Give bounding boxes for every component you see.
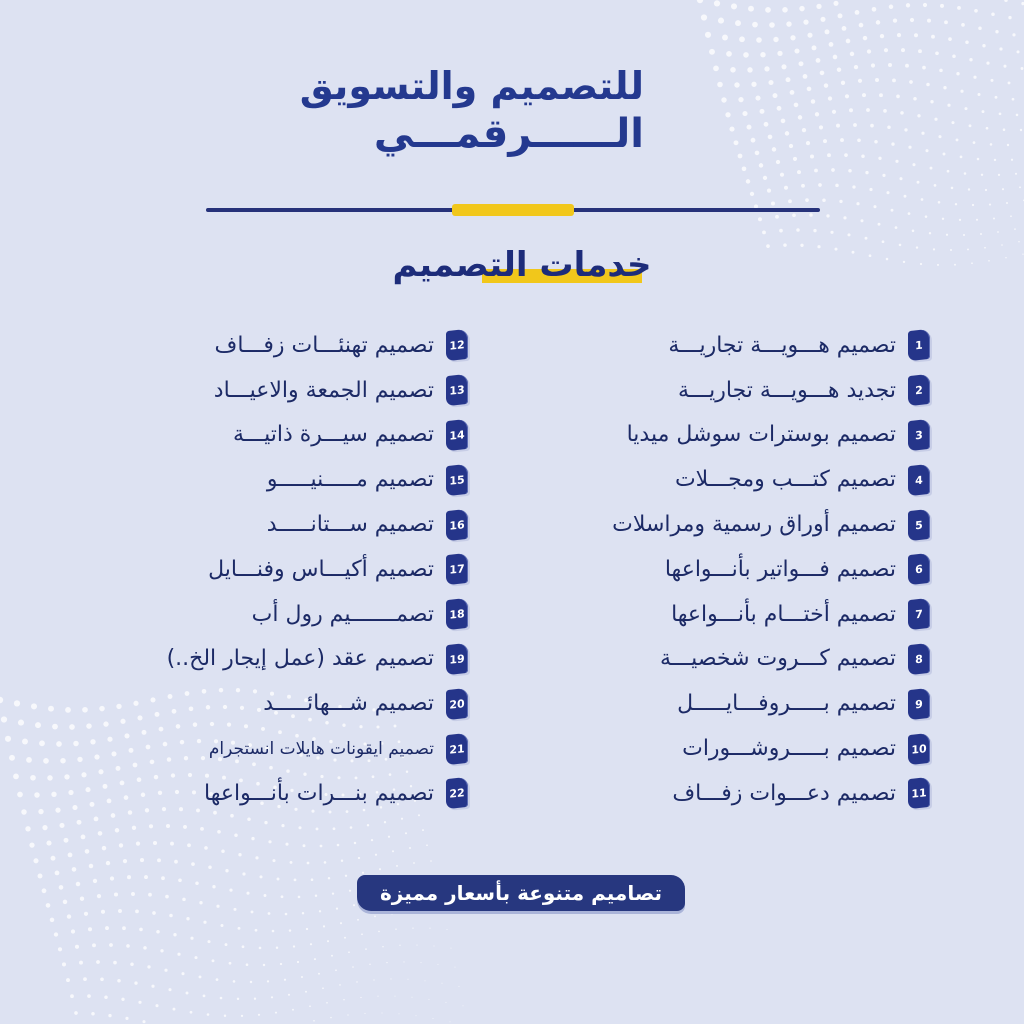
number-badge: 1: [908, 329, 930, 361]
divider-accent: [452, 204, 574, 216]
service-label: تصميم بـــــروفـــايـــــل: [677, 691, 896, 717]
service-label: تصميم أوراق رسمية ومراسلات: [612, 512, 896, 538]
number-badge: 13: [446, 374, 468, 406]
list-item: [590, 592, 930, 637]
service-label: تصميم بـــــروشـــورات: [682, 736, 896, 762]
service-label: تصميم ايقونات هايلات انستجرام: [208, 738, 434, 759]
list-item: [108, 368, 468, 413]
list-item: [590, 681, 930, 726]
title-line-2: الــــــرقمـــي: [373, 111, 644, 157]
services-list-right: [590, 323, 930, 816]
service-label: تصميم كتـــب ومجـــلات: [674, 467, 896, 493]
list-item: [108, 323, 468, 368]
title-divider: [206, 204, 820, 216]
number-badge: 19: [446, 643, 468, 675]
service-label: تصميم أكيـــاس وفنـــايل: [208, 556, 434, 582]
number-badge: 17: [446, 553, 468, 585]
number-badge: 9: [908, 688, 930, 720]
list-item: [590, 323, 930, 368]
list-item: [108, 547, 468, 592]
list-item: [590, 457, 930, 502]
list-item: [108, 681, 468, 726]
list-item: [108, 637, 468, 682]
service-label: تصميم فـــواتير بأنـــواعها: [664, 556, 896, 582]
service-label: تصميم شـــهائـــــد: [263, 691, 434, 717]
number-badge: 14: [446, 419, 468, 451]
list-item: [590, 368, 930, 413]
list-item: [108, 771, 468, 816]
service-label: تصميم مـــــنيـــــو: [266, 467, 434, 493]
list-item: [108, 413, 468, 458]
service-label: تصميم ســـتانـــــد: [266, 512, 434, 538]
number-badge: 2: [908, 374, 930, 406]
service-label: تصميم أختـــام بأنـــواعها: [671, 601, 896, 627]
number-badge: 4: [908, 464, 930, 496]
number-badge: 18: [446, 598, 468, 630]
list-item: [590, 726, 930, 771]
section-title: خدمات التصميم: [392, 245, 652, 285]
footer-tagline-badge: [357, 875, 685, 911]
service-label: تصميم سيـــرة ذاتيـــة: [232, 422, 434, 448]
number-badge: 7: [908, 598, 930, 630]
services-list-left: [108, 323, 468, 816]
section-heading: [362, 245, 682, 293]
list-item: [590, 547, 930, 592]
list-item: [108, 457, 468, 502]
service-label: تصميم هـــويـــة تجاريـــة: [668, 332, 896, 358]
page-title: [244, 62, 644, 158]
number-badge: 20: [446, 688, 468, 720]
number-badge: 12: [446, 329, 468, 361]
number-badge: 10: [908, 732, 930, 764]
service-label: تصميم بوسترات سوشل ميديا: [626, 422, 896, 448]
number-badge: 6: [908, 553, 930, 585]
list-item: [108, 502, 468, 547]
list-item: [590, 771, 930, 816]
list-item: [590, 413, 930, 458]
service-label: تصميم دعـــوات زفـــاف: [672, 780, 896, 806]
service-label: تصميم تهنئـــات زفـــاف: [214, 332, 434, 358]
service-label: تصمـــــــيم رول أب: [251, 601, 434, 627]
number-badge: 3: [908, 419, 930, 451]
list-item: [108, 592, 468, 637]
number-badge: 5: [908, 508, 930, 540]
service-label: تصميم عقد (عمل إيجار الخ..): [166, 646, 434, 672]
service-label: تصميم الجمعة والاعيـــاد: [213, 377, 434, 403]
number-badge: 8: [908, 643, 930, 675]
number-badge: 21: [446, 732, 468, 764]
number-badge: 11: [908, 777, 930, 809]
list-item: [108, 726, 468, 771]
service-label: تجديد هـــويـــة تجاريـــة: [678, 377, 896, 403]
number-badge: 16: [446, 508, 468, 540]
list-item: [590, 637, 930, 682]
number-badge: 15: [446, 464, 468, 496]
title-line-1: للتصميم والتسويق: [299, 64, 644, 108]
footer-tagline: تصاميم متنوعة بأسعار مميزة: [379, 881, 663, 905]
service-label: تصميم بنـــرات بأنـــواعها: [204, 780, 434, 806]
service-label: تصميم كـــروت شخصيـــة: [660, 646, 896, 672]
list-item: [590, 502, 930, 547]
number-badge: 22: [446, 777, 468, 809]
